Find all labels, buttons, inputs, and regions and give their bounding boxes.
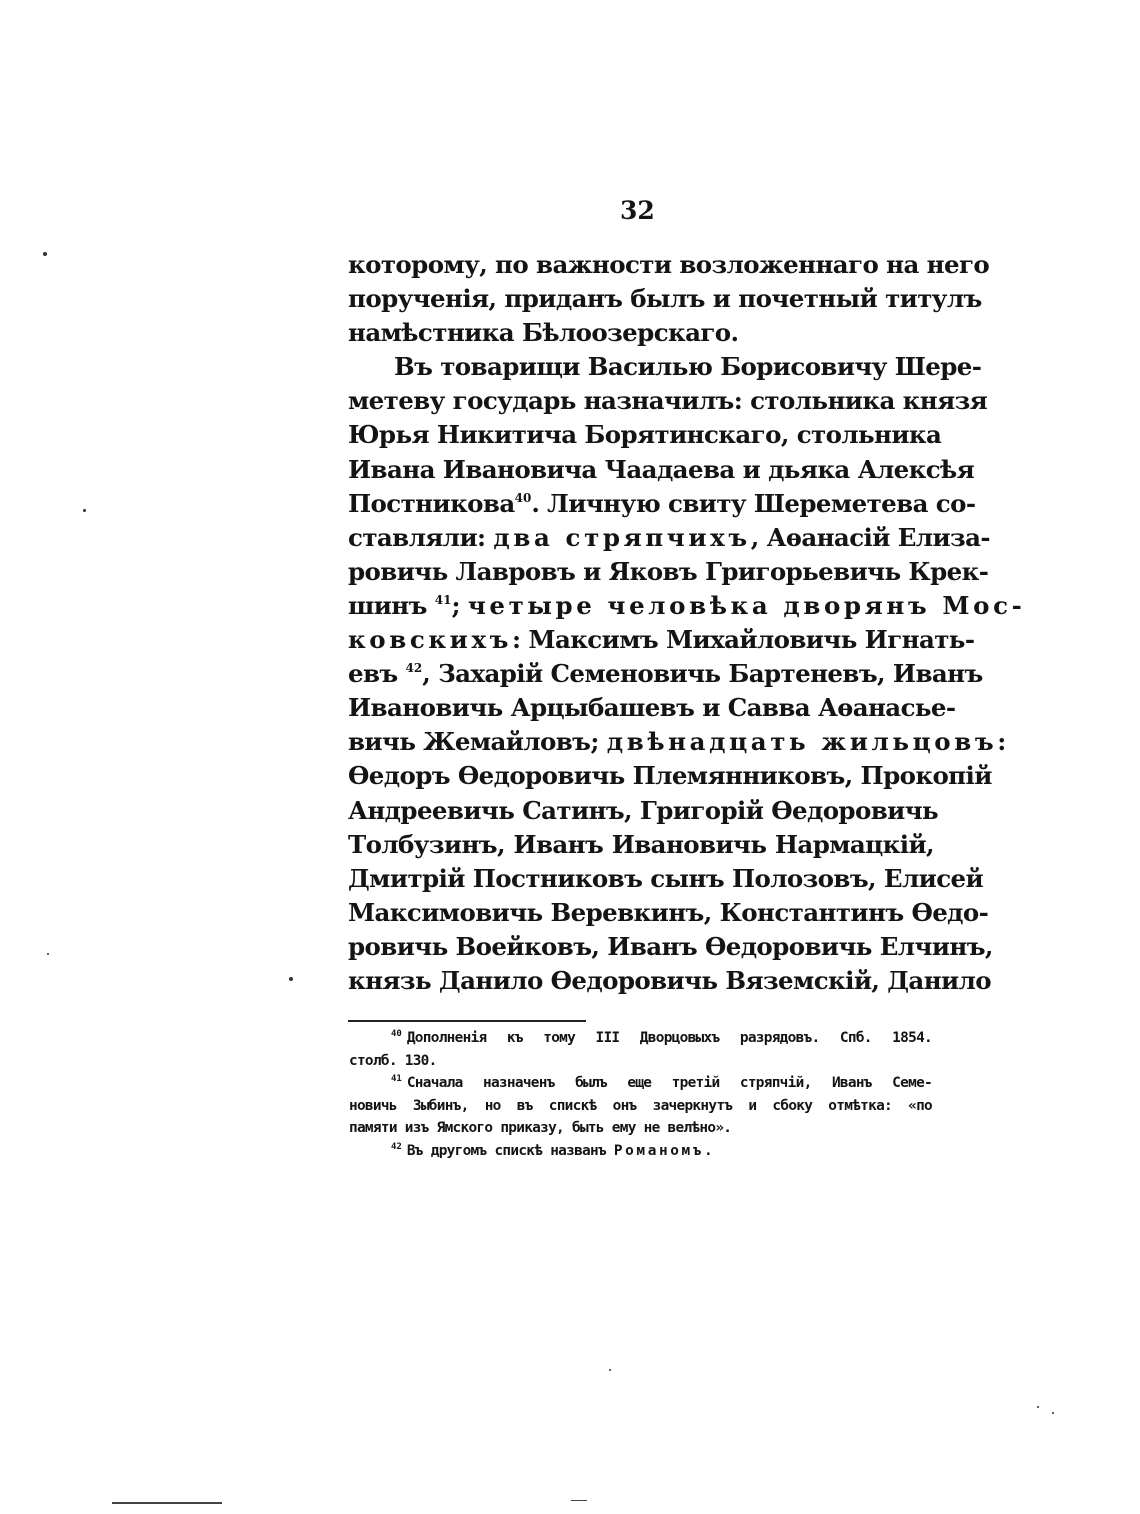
spaced-text: Романомъ <box>613 1142 705 1159</box>
text-line: Юрья Никитича Борятинскаго, стольника <box>348 420 942 450</box>
footnote-line: памяти изъ Ямского приказу, быть ему не велѣно». <box>349 1120 732 1136</box>
scan-speck <box>83 509 86 512</box>
text-segment: ставляли: <box>348 522 494 552</box>
text-line: которому, по важности возложеннаго на него <box>348 250 990 279</box>
scan-speck <box>47 953 49 955</box>
text-line: ровичь Воейковъ, Иванъ Ѳедоровичь Елчинъ, <box>348 931 993 961</box>
footnote-number: 42 <box>391 1141 402 1152</box>
text-segment: , Аѳанасій Елиза- <box>750 522 990 552</box>
text-line: Ивана Ивановича Чаадаева и дьяка Алексѣя <box>348 454 975 484</box>
footnote-line: столб. 130. <box>349 1052 437 1069</box>
text-line: князь Данило Ѳедоровичь Вяземскій, Данило <box>348 965 992 995</box>
text-line: порученія, приданъ былъ и почетный титулъ <box>348 284 982 314</box>
page-number: 32 <box>620 196 655 225</box>
footnote-number: 40 <box>391 1029 402 1039</box>
text-line <box>348 657 983 691</box>
text-segment: . Личную свиту Шереметева со- <box>531 488 976 518</box>
text-segment: : Максимъ Михайловичь Игнать- <box>512 625 975 655</box>
text-segment: шинъ <box>348 590 435 620</box>
footnote-40 <box>349 1027 932 1050</box>
footnote-number: 41 <box>391 1074 402 1084</box>
text-line: Въ товарищи Василью Борисовичу Шере- <box>394 352 982 382</box>
text-line: Толбузинъ, Иванъ Ивановичь Нармацкій, <box>348 829 934 859</box>
text-line: Ивановичь Арцыбашевъ и Савва Аѳанасье- <box>348 693 956 723</box>
text-line <box>348 623 975 657</box>
footnote-text: Дополненія къ тому III Дворцовыхъ разрядовъ. Спб. 1854. <box>406 1030 932 1046</box>
text-segment: вичь Жемайловъ; <box>348 727 607 757</box>
text-segment: Постникова <box>348 488 515 518</box>
text-line <box>348 521 990 555</box>
footnote-divider <box>348 1020 586 1022</box>
text-segment: ; <box>451 590 468 620</box>
scan-dash <box>571 1500 587 1501</box>
text-line: Ѳедоръ Ѳедоровичь Племянниковъ, Прокопій <box>348 761 992 791</box>
scan-speck <box>1037 1406 1039 1408</box>
text-line <box>348 725 1006 759</box>
main-text <box>348 248 1026 998</box>
footnote-42 <box>349 1140 932 1163</box>
spaced-text: четыре человѣка дворянъ Мос- <box>467 590 1026 620</box>
text-line: Андреевичь Сатинъ, Григорій Ѳедоровичь <box>348 795 939 825</box>
text-line: намѣстника Бѣлоозерскаго. <box>348 318 739 348</box>
footnotes <box>349 1027 932 1162</box>
scan-speck <box>289 977 293 981</box>
scan-speck <box>43 252 47 256</box>
spaced-text: два стряпчихъ <box>493 522 751 552</box>
scan-speck <box>609 1369 611 1371</box>
text-line <box>348 589 1026 623</box>
scan-dash <box>112 1502 222 1504</box>
spaced-text: ковскихъ <box>348 625 513 655</box>
footnote-text: Въ другомъ спискѣ названъ <box>406 1142 614 1159</box>
text-segment: : <box>997 727 1006 757</box>
text-line: Дмитрій Постниковъ сынъ Полозовъ, Елисей <box>348 863 984 893</box>
footnote-text: Сначала назначенъ былъ еще третій стряпчій, Иванъ Семе- <box>406 1075 932 1091</box>
text-line: ровичь Лавровъ и Яковъ Григорьевичь Крек- <box>348 556 989 586</box>
text-line: Максимовичь Веревкинъ, Константинъ Ѳедо- <box>348 897 989 927</box>
footnote-41 <box>349 1072 932 1095</box>
footnote-ref-40: 40 <box>514 490 532 505</box>
scan-speck <box>1052 1412 1054 1414</box>
text-segment: , Захарій Семеновичь Бартеневъ, Иванъ <box>422 659 983 689</box>
text-line: метеву государь назначилъ: стольника князя <box>348 386 988 416</box>
footnote-ref-41: 41 <box>434 592 452 607</box>
footnote-line: новичь Зыбинъ, но въ спискѣ онъ зачеркнутъ и сбоку отмѣтка: «по <box>349 1097 932 1114</box>
spaced-text: двѣнадцать жильцовъ <box>606 727 998 757</box>
text-line <box>348 487 976 521</box>
text-segment: евъ <box>348 659 406 689</box>
footnote-ref-42: 42 <box>405 661 423 676</box>
footnote-text: . <box>704 1142 712 1159</box>
